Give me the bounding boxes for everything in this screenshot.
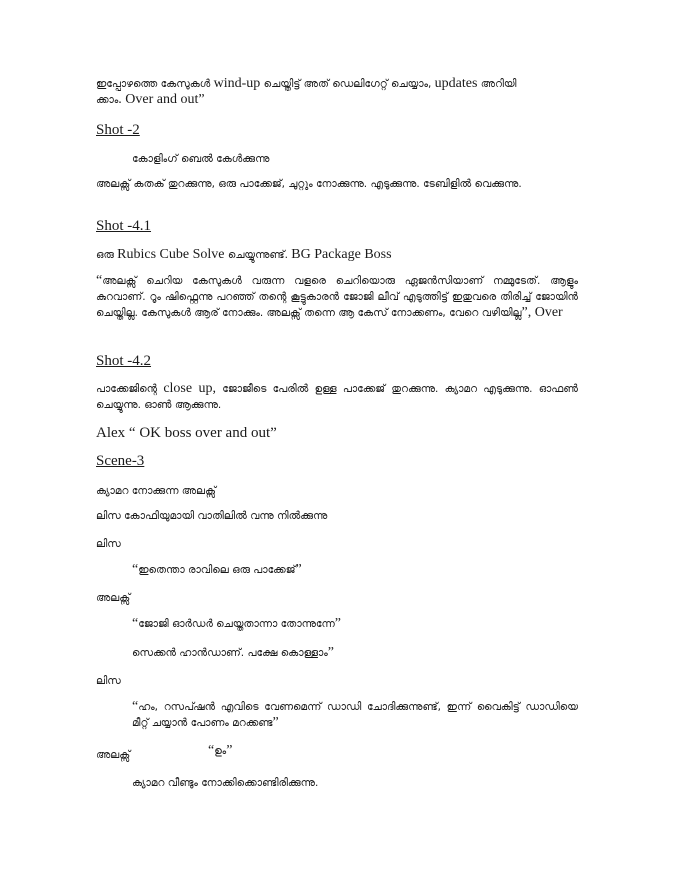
text-run: ക്കാം xyxy=(96,94,119,106)
speaker-lisa: ലിസ xyxy=(96,538,121,550)
dialogue-4 xyxy=(132,699,578,731)
alex-dialogue-line: Alex “ OK boss over and out” xyxy=(96,425,277,441)
text-run: ചെയ്തിട്ട് അത് ഡെലിഗേറ്റ് ചെയ്യാം, xyxy=(260,78,435,90)
text-run: updates xyxy=(434,76,478,91)
speaker-lisa: ലിസ xyxy=(96,675,121,687)
quote-mark: “ xyxy=(96,273,103,288)
text-run: ജോജീടെ പേരിൽ ഉള്ള പാക്കേജ് തുറക്കുന്നു. ക്യാമറ എടുക്കുന്നു. ഓഫൺ ചെയ്യുന്നു. ഓൺ ആക്കുന്നു. xyxy=(96,383,579,411)
quote-mark: “ xyxy=(208,743,215,758)
quote-mark: ” xyxy=(295,562,302,577)
dialogue-1 xyxy=(132,562,578,578)
scene3-line-1: ക്യാമറ നോക്കുന്ന അലക്സ് xyxy=(96,485,216,497)
dialogue-text: ഇതെന്താ രാവിലെ ഒരു പാക്കേജ് xyxy=(138,564,296,576)
scene3-line-2: ലിസ കോഫിയുമായി വാതിലിൽ വന്നു നിൽക്കുന്നു xyxy=(96,510,328,522)
text-run: wind-up xyxy=(213,76,261,91)
shot42-paragraph xyxy=(96,381,578,413)
shot41-paragraph xyxy=(96,273,578,321)
text-run: BG Package Boss xyxy=(291,247,392,262)
quote-mark: ” xyxy=(327,645,334,660)
quote-mark: ” xyxy=(272,715,279,730)
text-run: അലക്സ് ചെറിയ കേസുകൾ വരുന്ന വളരെ ചെറിയൊരു ഏജൻസിയാണ് നമ്മുടേത്. ആളും കുറവാണ്. റൂം ഷിഫ്റ്റെന്നു പറഞ്ഞ് തന്റെ കൂട്ടുകാരൻ ജോജി ലീവ് എടുത്തിട്ട് ഇതുവരെ തിരിച്ച് ജോയിൻ ചെയ്തില്ല. കേസുകൾ ആര് നോക്കും. അലക്സ് തന്നെ ആ കേസ് നോക്കണം, വേറെ വഴിയില്ല xyxy=(96,275,578,319)
text-run: Rubics Cube Solve xyxy=(117,247,225,262)
quote-mark: ” xyxy=(334,616,342,631)
heading-shot-4-1: Shot -4.1 xyxy=(96,218,152,234)
heading-scene-3: Scene-3 xyxy=(96,453,145,469)
text-run: ഒരു xyxy=(96,249,118,261)
text-run: ഇപ്പോഴത്തെ കേസുകൾ xyxy=(96,78,214,90)
speaker-alex: അലക്സ് xyxy=(96,749,131,761)
heading-shot-4-2: Shot -4.2 xyxy=(96,353,152,369)
heading-shot-2: Shot -2 xyxy=(96,122,140,138)
text-run: . Over and out” xyxy=(118,92,205,107)
dialogue-text: ഹം, റസപ്ഷൻ എവിടെ വേണമെന്ന് ഡാഡി ചോദിക്കുന്നുണ്ട്, ഇന്ന് വൈകിട്ട് ഡാഡിയെ മീറ്റ് ചയ്യാൻ പോണം മറക്കണ്ട xyxy=(132,701,578,729)
quote-mark: ” xyxy=(226,743,233,758)
dialogue-text: സെക്കൻ ഹാൻഡാണ്. പക്ഷേ കൊള്ളാം xyxy=(132,647,328,659)
paragraph-intro xyxy=(96,76,578,108)
dialogue-text: ജോജി ഓർഡർ ചെയ്തതാന്നാ തോന്നുന്നേ xyxy=(138,618,335,630)
text-run: ”, Over xyxy=(521,305,563,320)
dialogue-text: ഉം xyxy=(214,745,227,757)
text-run: അറിയി xyxy=(477,78,517,90)
text-run: close up, xyxy=(163,381,217,396)
shot2-action-line: കോളിംഗ് ബെൽ കേൾക്കുന്നു xyxy=(132,153,270,165)
shot41-line xyxy=(96,247,578,263)
quote-mark: “ xyxy=(132,616,139,631)
text-run: ചെയ്യുന്നുണ്ട്. xyxy=(224,249,292,261)
shot2-paragraph: അലക്സ് കതക് തുറക്കുന്നു, ഒരു പാക്കേജ്, ചുറ്റും നോക്കുന്നു. എടുക്കുന്നു. ടേബിളിൽ വെക്കുന്നു. xyxy=(96,178,522,190)
quote-mark: “ xyxy=(132,562,139,577)
speaker-alex: അലക്സ് xyxy=(96,592,131,604)
dialogue-2 xyxy=(132,616,578,632)
quote-mark: “ xyxy=(132,699,139,714)
final-action-line: ക്യാമറ വീണ്ടും നോക്കിക്കൊണ്ടിരിക്കുന്നു. xyxy=(132,777,319,789)
text-run: പാക്കേജിന്റെ xyxy=(96,383,164,395)
dialogue-3 xyxy=(132,645,578,661)
dialogue-5 xyxy=(208,743,308,759)
